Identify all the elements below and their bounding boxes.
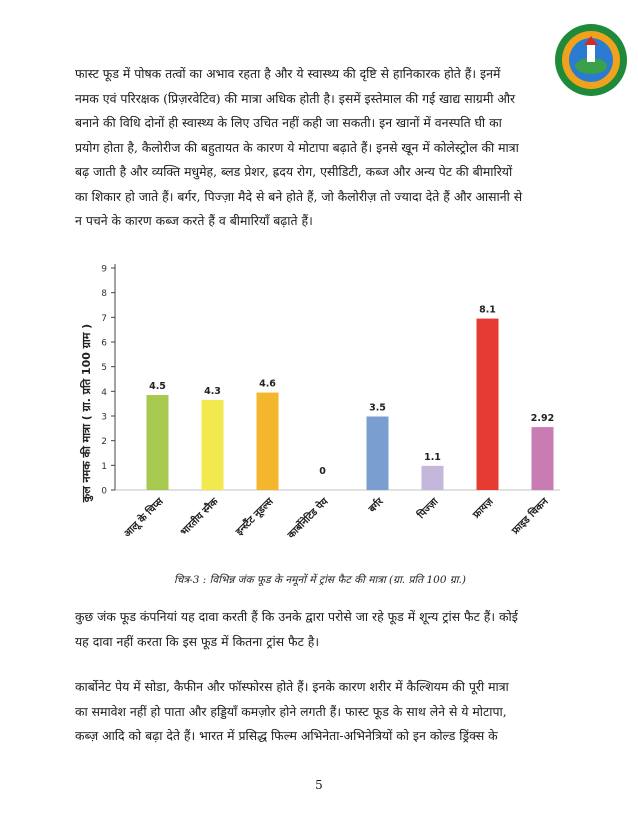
bar-value-label: 4.6	[259, 378, 276, 390]
text-line: बढ़ जाती है और व्यक्ति मधुमेह, ब्लड प्रेशर, ह्रदय रोग, एसीडिटी, कब्ज और अन्य पेट की बीमारियों	[75, 164, 513, 179]
y-tick-label: 2	[101, 437, 107, 448]
text-line: फास्ट फूड में पोषक तत्वों का अभाव रहता है और ये स्वास्थ्य की दृष्टि से हानिकारक होते हैं। इनमें	[75, 66, 501, 81]
y-tick-label: 6	[101, 338, 107, 349]
x-category-label: भारतीय स्नैक	[178, 496, 221, 539]
bar	[422, 466, 444, 490]
chart-ylabel: कुल नमक की मात्रा ( ग्रा. प्रति 100 ग्राम )	[80, 323, 93, 503]
bar	[257, 393, 279, 490]
bar-value-label: 3.5	[369, 402, 386, 414]
text-line: कार्बोनेट पेय में सोडा, कैफीन और फॉस्फोरस होते हैं। इनके कारण शरीर में कैल्शियम की पूरी मात्रा	[75, 679, 509, 694]
y-tick-label: 1	[101, 461, 107, 472]
y-tick-label: 8	[101, 289, 107, 300]
text-line: कुछ जंक फूड कंपनियां यह दावा करती हैं कि उनके द्वारा परोसे जा रहे फूड में शून्य ट्रांस फैट हैं। कोई	[75, 609, 518, 624]
bar	[147, 395, 169, 490]
bar	[367, 416, 389, 490]
text-line: बनाने की विधि दोनों ही स्वास्थ्य के लिए उचित नहीं कही जा सकती। इन खानों में वनस्पति घी का	[75, 115, 502, 130]
bar-value-label: 4.5	[149, 381, 166, 393]
y-tick-label: 0	[101, 486, 107, 497]
text-line: का समावेश नहीं हो पाता और हड्डियाँ कमज़ोर होने लगती हैं। फास्ट फूड के साथ लेने से ये मोटापा,	[75, 703, 507, 719]
bar-value-label: 4.3	[204, 385, 221, 397]
paragraph-trans-fat-claim	[75, 605, 565, 654]
paragraph-fast-food	[75, 62, 565, 234]
x-category-label: फ्राइड चिकन	[510, 496, 551, 537]
x-category-label: पिज्ज़ा	[415, 496, 441, 522]
y-tick-label: 3	[101, 412, 107, 423]
trans-fat-bar-chart	[70, 258, 570, 568]
bar-value-label: 8.1	[479, 304, 496, 316]
text-line: नमक एवं परिरक्षक (प्रिज़रवेटिव) की मात्रा अधिक होती है। इसमें इस्तेमाल की गई खाद्य साग्रमी और	[75, 90, 516, 106]
y-tick-label: 7	[101, 313, 107, 324]
bar	[202, 400, 224, 490]
text-line: न पचने के कारण कब्ज करते हैं व बीमारियाँ बढ़ाते हैं।	[75, 213, 313, 228]
bar	[477, 319, 499, 490]
x-category-label: आलू के चिप्स	[122, 496, 166, 540]
text-line: कब्ज़ आदि को बढ़ा देते हैं। भारत में प्रसिद्ध फिल्म अभिनेता-अभिनेत्रियों को इन कोल्ड ड्रिंक्स के	[75, 728, 498, 743]
x-category-label: बर्गर	[366, 496, 386, 516]
figure-caption: चित्र-3 : विभिन्न जंक फूड के नमूनों में ट्रांस फैट की मात्रा (ग्रा. प्रति 100 ग्रा.)	[174, 574, 466, 586]
bar-value-label: 1.1	[424, 451, 441, 463]
bar-value-label: 2.92	[530, 413, 555, 425]
x-category-label: कार्बोनेटिड पेय	[286, 496, 331, 541]
x-category-label: फ्रायज़	[471, 496, 496, 521]
page-number: 5	[315, 778, 323, 792]
bar-value-label: 0	[319, 466, 326, 477]
y-tick-label: 9	[101, 264, 107, 275]
bar	[532, 427, 554, 490]
paragraph-carbonated-drinks	[75, 675, 565, 749]
y-tick-label: 5	[101, 363, 107, 374]
text-line: प्रयोग होता है, कैलोरीज की बहुतायत के कारण ये मोटापा बढ़ाते हैं। इनसे खून में कोलेस्ट्रोल की मात्रा	[75, 139, 519, 155]
text-line: यह दावा नहीं करता कि इस फूड में कितना ट्रांस फैट है।	[75, 633, 320, 649]
x-category-label: इन्स्टैंट नूडल्स	[234, 496, 276, 538]
text-line: का शिकार हो जाते हैं। बर्गर, पिज्ज़ा मैदे से बने होते हैं, जो कैलोरीज़ तो ज्यादा देते हैं और आसानी से	[75, 188, 523, 204]
y-tick-label: 4	[101, 387, 107, 398]
